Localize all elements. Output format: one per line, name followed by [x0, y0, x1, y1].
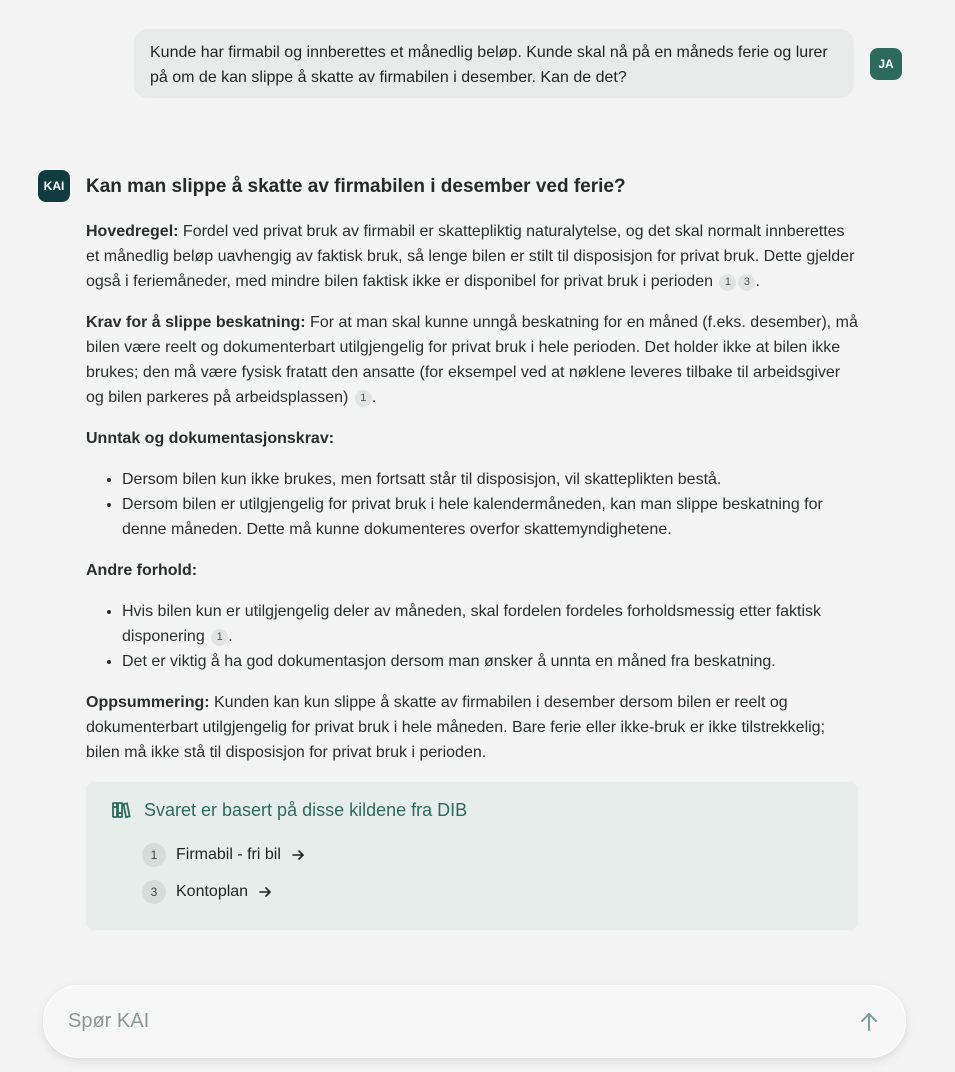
- citation-badge[interactable]: 3: [738, 274, 755, 291]
- sources-panel: [86, 782, 858, 930]
- source-label[interactable]: Firmabil - fri bil: [176, 846, 281, 863]
- sources-heading: Svaret er basert på disse kildene fra DIB: [144, 800, 468, 820]
- answer-paragraph-main-rule: [86, 219, 861, 294]
- list-item: • Dersom bilen kun ikke brukes, men fortsatt står til disposisjon, vil skatteplikten bestå.: [122, 467, 861, 492]
- main-rule-end: .: [755, 273, 760, 290]
- kai-avatar: KAI: [38, 170, 70, 202]
- user-message-bubble: [134, 29, 854, 98]
- source-link-kontoplan[interactable]: [142, 880, 834, 904]
- requirements-end: .: [371, 389, 377, 406]
- source-label[interactable]: Kontoplan: [176, 883, 249, 900]
- summary-label: Oppsummering:: [86, 694, 210, 711]
- send-button[interactable]: [855, 1008, 883, 1036]
- arrow-up-icon: [858, 1011, 880, 1033]
- requirements-text: For at man skal kunne unngå beskatning for en måned (f.eks. desember), må bilen være reelt og dokumenterbart utilgjengelig for privat bruk i hele perioden. Det holder ikke at bilen ikke brukes; den må være fysisk fratatt den ansatte (for eksempel ved at nøklene leveres tilbake til arbeidsgiver og bilen parkeres på arbeidsplassen): [86, 314, 858, 406]
- user-avatar: JA: [870, 48, 902, 80]
- main-rule-label: Hovedregel:: [86, 223, 179, 240]
- list-item: • Hvis bilen kun er utilgjengelig deler av måneden, skal fordelen fordeles forholdsmessig etter faktisk disponering 1 .: [122, 599, 861, 649]
- citation-badge[interactable]: 1: [355, 390, 372, 407]
- exceptions-heading: Unntak og dokumentasjonskrav:: [86, 430, 335, 447]
- answer-paragraph-summary: [86, 690, 861, 765]
- other-conditions-list: [86, 599, 861, 674]
- citation-badge[interactable]: 1: [719, 274, 736, 291]
- list-item: • Dersom bilen er utilgjengelig for privat bruk i hele kalendermåneden, kan man slippe beskatning for denne måneden. Dette må kunne dokumenteres overfor skattemyndighetene.: [122, 492, 861, 542]
- summary-text: Kunden kan kun slippe å skatte av firmabilen i desember dersom bilen er reelt og dokumenterbart utilgjengelig for privat bruk i hele måneden. Bare ferie eller ikke-bruk er ikke tilstrekkelig; bilen må ikke stå til disposisjon for privat bruk i perioden.: [86, 694, 826, 761]
- main-rule-text: Fordel ved privat bruk av firmabil er skattepliktig naturalytelse, og det skal normalt innberettes et månedlig beløp uavhengig av faktisk bruk, så lenge bilen er stilt til disposisjon for privat bruk. Dette gjelder også i feriemåneder, med mindre bilen faktisk ikke er disponibel for privat bruk i perioden: [86, 223, 855, 290]
- list-item: • Det er viktig å ha god dokumentasjon dersom man ønsker å unnta en måned fra beskatning.: [122, 649, 861, 674]
- answer-paragraph-requirements: [86, 310, 861, 410]
- source-number-badge: 3: [142, 880, 166, 904]
- requirements-label: Krav for å slippe beskatning:: [86, 314, 306, 331]
- books-icon: [110, 799, 132, 821]
- source-link-firmabil[interactable]: [142, 843, 834, 867]
- chat-input[interactable]: [66, 1009, 855, 1034]
- arrow-right-icon[interactable]: [291, 848, 305, 862]
- exceptions-list: [86, 467, 861, 542]
- answer-title: Kan man slippe å skatte av firmabilen i desember ved ferie?: [86, 176, 626, 197]
- other-conditions-heading: Andre forhold:: [86, 562, 198, 579]
- source-number-badge: 1: [142, 843, 166, 867]
- chat-input-bar: [43, 985, 906, 1058]
- citation-badge[interactable]: 1: [211, 629, 228, 646]
- arrow-right-icon[interactable]: [258, 885, 272, 899]
- sources-header: [110, 799, 834, 821]
- assistant-answer: [86, 172, 861, 781]
- source-list: [110, 843, 834, 904]
- user-message-text: Kunde har firmabil og innberettes et månedlig beløp. Kunde skal nå på en måneds ferie og lurer på om de kan slippe å skatte av firmabilen i desember. Kan de det?: [150, 44, 828, 86]
